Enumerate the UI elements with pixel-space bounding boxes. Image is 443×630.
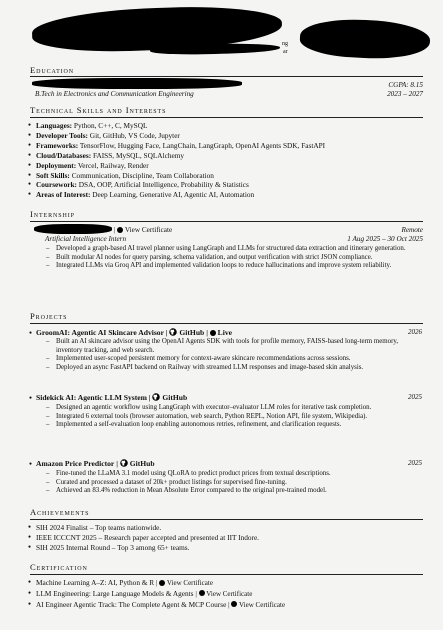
project-title-row: ● Sidekick AI: Agentic LLM System | GitHub 2025 xyxy=(29,393,422,402)
education-row-2 xyxy=(30,90,423,99)
bullet-icon: ● xyxy=(29,331,33,336)
internship-row-2 xyxy=(30,235,423,244)
certification-item: ● Machine Learning A–Z: AI, Python & R | View Certificate xyxy=(28,578,428,589)
github-link[interactable]: GitHub xyxy=(152,393,187,402)
achievements-list xyxy=(28,523,428,553)
certificate-link[interactable]: View Certificate xyxy=(159,579,213,587)
certificate-dot-icon xyxy=(117,227,123,233)
certification-divider xyxy=(30,574,423,575)
internship-points xyxy=(46,245,418,271)
skills-heading: Technical Skills and Interests xyxy=(30,105,167,115)
project-point: – Built an AI skincare advisor using the OpenAI Agents SDK with tools for profile memory, FAISS-based long-term memory, inventory tracking, and web search. xyxy=(46,338,418,355)
project-points xyxy=(46,404,418,430)
certification-item: ● LLM Engineering: Large Language Models & Agents | View Certificate xyxy=(28,589,428,600)
achievement-item: ● SIH 2025 Internal Round – Top 3 among 65+ teams. xyxy=(28,543,428,553)
project-year: 2026 xyxy=(408,328,422,336)
certification-list xyxy=(28,578,428,611)
education-years: 2023 – 2027 xyxy=(387,90,423,98)
skill-item: ● Languages: Python, C++, C, MySQL xyxy=(28,121,428,131)
certification-item: ● AI Engineer Agentic Track: The Complete Agent & MCP Course | View Certificate xyxy=(28,600,428,611)
project-point: – Implemented user-scoped persistent memory for context-aware skincare recommendations across sessions. xyxy=(46,355,418,364)
internship-dates: 1 Aug 2025 – 30 Oct 2025 xyxy=(347,235,423,243)
certificate-link[interactable]: View Certificate xyxy=(231,601,285,609)
skill-item: ● Areas of Interest: Deep Learning, Generative AI, Agentic AI, Automation xyxy=(28,190,428,200)
redacted-institution xyxy=(32,78,242,89)
skills-divider xyxy=(30,117,423,118)
achievements-divider xyxy=(30,519,423,520)
education-divider xyxy=(30,76,423,77)
achievement-item: ● IEEE ICCCNT 2025 – Research paper accepted and presented at IIT Indore. xyxy=(28,533,428,543)
project-point: – Fine-tuned the LLaMA 3.1 model using QLoRA to predict product prices from textual descriptions. xyxy=(46,470,418,479)
project-point: – Curated and processed a dataset of 20k+ product listings for supervised fine-tuning. xyxy=(46,479,418,488)
project-year: 2025 xyxy=(408,459,422,467)
certification-heading: Certification xyxy=(30,562,88,572)
project-title-row: ● GroomAI: Agentic AI Skincare Advisor | GitHub | Live 2026 xyxy=(29,328,422,337)
certificate-dot-icon xyxy=(199,590,205,596)
skill-item: ● Soft Skills: Communication, Discipline, Team Collaboration xyxy=(28,171,428,181)
education-degree: B.Tech in Electronics and Communication Engineering xyxy=(35,90,194,98)
github-icon xyxy=(152,393,160,403)
achievement-item: ● SIH 2024 Finalist – Top teams nationwide. xyxy=(28,523,428,533)
project-title-row: ● Amazon Price Predictor | GitHub 2025 xyxy=(29,459,422,468)
project-point: – Implemented a self-evaluation loop enabling autonomous retries, refinement, and clarification requests. xyxy=(46,421,418,430)
achievements-heading: Achievements xyxy=(30,507,90,517)
internship-point: – Integrated LLMs via Groq API and implemented validation loops to reduce hallucinations and improve system reliability. xyxy=(46,262,418,271)
projects-divider xyxy=(30,323,423,324)
project-points xyxy=(46,470,418,496)
redacted-contact xyxy=(299,17,431,62)
project-title: GroomAI: Agentic AI Skincare Advisor xyxy=(36,328,164,337)
certificate-link[interactable]: View Certificate xyxy=(199,590,253,598)
skill-item: ● Developer Tools: Git, GitHub, VS Code, Jupyter xyxy=(28,131,428,141)
github-link[interactable]: GitHub xyxy=(120,459,155,468)
certificate-dot-icon xyxy=(231,601,237,607)
project-point: – Designed an agentic workflow using LangGraph with executor–evaluator LLM roles for iterative task completion. xyxy=(46,404,418,413)
internship-role: Artificial Intelligence Intern xyxy=(45,235,127,243)
internship-point: – Developed a graph-based AI travel planner using LangGraph and LLMs for structured data extraction and itinerary generation. xyxy=(46,245,418,254)
header-fragment-1: ng xyxy=(282,41,288,47)
bullet-icon: ● xyxy=(29,462,33,467)
project-point: – Deployed an async FastAPI backend on Railway with streamed LLM responses and image-based skin analysis. xyxy=(46,364,418,373)
education-cgpa: CGPA: 8.15 xyxy=(388,81,423,89)
redacted-company xyxy=(34,224,112,234)
project-title: Amazon Price Predictor xyxy=(36,459,115,468)
github-icon xyxy=(169,328,177,338)
github-link[interactable]: GitHub xyxy=(169,328,204,337)
bullet-icon: ● xyxy=(29,396,33,401)
education-heading: Education xyxy=(30,65,75,75)
project-point: – Achieved an 83.4% reduction in Mean Absolute Error compared to the original pre-trained model. xyxy=(46,487,418,496)
projects-heading: Projects xyxy=(30,311,68,321)
skills-list xyxy=(28,121,428,200)
internship-divider xyxy=(30,221,423,222)
internship-point: – Built modular AI nodes for query parsing, schema validation, and output verification with strict JSON compliance. xyxy=(46,254,418,263)
skill-item: ● Deployment: Vercel, Railway, Render xyxy=(28,161,428,171)
skill-item: ● Frameworks: TensorFlow, Hugging Face, LangChain, LangGraph, OpenAI Agents SDK, FastAPI xyxy=(28,141,428,151)
internship-cert-link[interactable]: | View Certificate xyxy=(114,226,173,234)
certificate-dot-icon xyxy=(159,580,165,586)
live-dot-icon xyxy=(210,330,216,336)
project-year: 2025 xyxy=(408,393,422,401)
project-point: – Integrated 6 external tools (browser automation, web search, Python REPL, Notion API, file system, Wikipedia). xyxy=(46,413,418,422)
live-link[interactable]: Live xyxy=(210,328,232,337)
skill-item: ● Coursework: DSA, OOP, Artificial Intelligence, Probability & Statistics xyxy=(28,180,428,190)
project-points xyxy=(46,338,418,372)
internship-location: Remote xyxy=(401,226,423,234)
header-fragment-2: ar xyxy=(283,49,288,55)
project-title: Sidekick AI: Agentic LLM System xyxy=(36,393,147,402)
github-icon xyxy=(120,459,128,469)
internship-heading: Internship xyxy=(30,209,75,219)
skill-item: ● Cloud/Databases: FAISS, MySQL, SQLAlchemy xyxy=(28,151,428,161)
